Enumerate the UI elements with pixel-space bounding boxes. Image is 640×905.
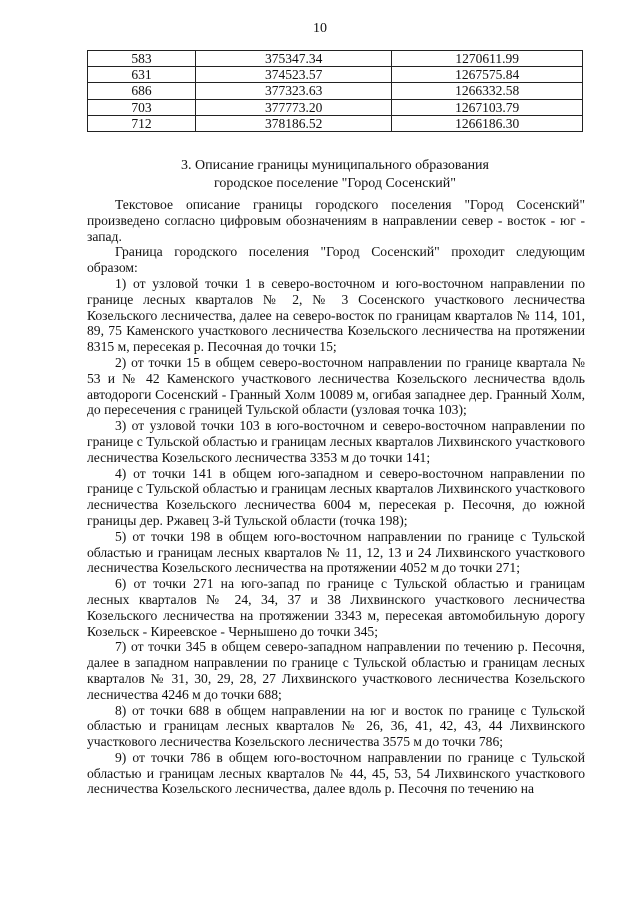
body-text — [87, 197, 585, 797]
point-number-cell: 686 — [88, 83, 196, 99]
table-row — [88, 115, 583, 131]
x-coordinate-cell: 377323.63 — [196, 83, 392, 99]
paragraph-item-7: 7) от точки 345 в общем северо-западном направлении по течению р. Песочня, далее в западном направлении по границе с Тульской областью и границам лесных кварталов № 31, 30, 29, 28, 27 Лихвинского участкового лесничества Козельского лесничества 4246 м до точки 688; — [87, 639, 585, 702]
x-coordinate-cell: 377773.20 — [196, 99, 392, 115]
y-coordinate-cell: 1266186.30 — [392, 115, 583, 131]
paragraph-item-5: 5) от точки 198 в общем юго-восточном направлении по границе с Тульской областью и границам лесных кварталов № 11, 12, 13 и 24 Лихвинского участкового лесничества Козельского лесничества на протяжении 4052 м до точки 271; — [87, 528, 585, 576]
section-title-line-1: 3. Описание границы муниципального образования — [181, 158, 489, 173]
page-number: 10 — [313, 21, 327, 36]
table-row — [88, 51, 583, 67]
paragraph-item-4: 4) от точки 141 в общем юго-западном и северо-восточном направлении по границе с Тульской областью и границам лесных кварталов Лихвинского участкового лесничества Козельского лесничества 6004 м, пересекая р. Песочня, до южной границы дер. Ржавец 3-й Тульской области (точка 198); — [87, 465, 585, 528]
table-row — [88, 67, 583, 83]
point-number-cell: 631 — [88, 67, 196, 83]
y-coordinate-cell: 1270611.99 — [392, 51, 583, 67]
paragraph-item-3: 3) от узловой точки 103 в юго-восточном и северо-восточном направлении по границе с Тульской областью и границам лесных кварталов Лихвинского участкового лесничества Козельского лесничества 3353 м до точки 141; — [87, 418, 585, 465]
y-coordinate-cell: 1266332.58 — [392, 83, 583, 99]
paragraph-intro: Текстовое описание границы городского поселения "Город Сосенский" произведено согласно цифровым обозначениям в направлении север - восток - юг - запад. — [87, 197, 585, 244]
table-row — [88, 99, 583, 115]
x-coordinate-cell: 374523.57 — [196, 67, 392, 83]
paragraph-item-9: 9) от точки 786 в общем юго-восточном направлении по границе с Тульской областью и границам лесных кварталов № 44, 45, 53, 54 Лихвинского участкового лесничества Козельского лесничества, далее вдоль р. Песочня по течению на — [87, 749, 585, 797]
x-coordinate-cell: 375347.34 — [196, 51, 392, 67]
paragraph-item-2: 2) от точки 15 в общем северо-восточном направлении по границе квартала № 53 и № 42 Каменского участкового лесничества Козельского лесничества вдоль автодороги Сосенский - Гранный Холм 10089 м, огибая западнее дер. Гранный Холм, до пересечения с границей Тульской области (узловая точка 103); — [87, 354, 585, 418]
section-title-line-2: городское поселение "Город Сосенский" — [214, 176, 456, 191]
y-coordinate-cell: 1267103.79 — [392, 99, 583, 115]
paragraph-boundary-start: Граница городского поселения "Город Сосенский" проходит следующим образом: — [87, 244, 585, 276]
section-heading — [80, 157, 590, 193]
paragraph-item-8: 8) от точки 688 в общем направлении на юг и восток по границе с Тульской областью и границам лесных кварталов № 26, 36, 41, 42, 43, 44 Лихвинского участкового лесничества Козельского лесничества 3575 м до точки 786; — [87, 702, 585, 750]
coordinates-table — [87, 50, 583, 132]
x-coordinate-cell: 378186.52 — [196, 115, 392, 131]
point-number-cell: 583 — [88, 51, 196, 67]
point-number-cell: 712 — [88, 115, 196, 131]
paragraph-item-1: 1) от узловой точки 1 в северо-восточном и юго-восточном направлении по границе лесных кварталов № 2, № 3 Сосенского участкового лесничества Козельского лесничества, далее на северо-восток по границам кварталов № 114, 101, 89, 75 Каменского участкового лесничества Козельского лесничества на протяжении 8315 м, пересекая р. Песочная до точки 15; — [87, 275, 585, 355]
paragraph-item-6: 6) от точки 271 на юго-запад по границе с Тульской областью и границам лесных кварталов № 24, 34, 37 и 38 Лихвинского участкового лесничества Козельского лесничества на протяжении 3343 м, пересекая автомобильную дорогу Козельск - Киреевское - Чернышено до точки 345; — [87, 576, 585, 639]
table-row — [88, 83, 583, 99]
y-coordinate-cell: 1267575.84 — [392, 67, 583, 83]
point-number-cell: 703 — [88, 99, 196, 115]
